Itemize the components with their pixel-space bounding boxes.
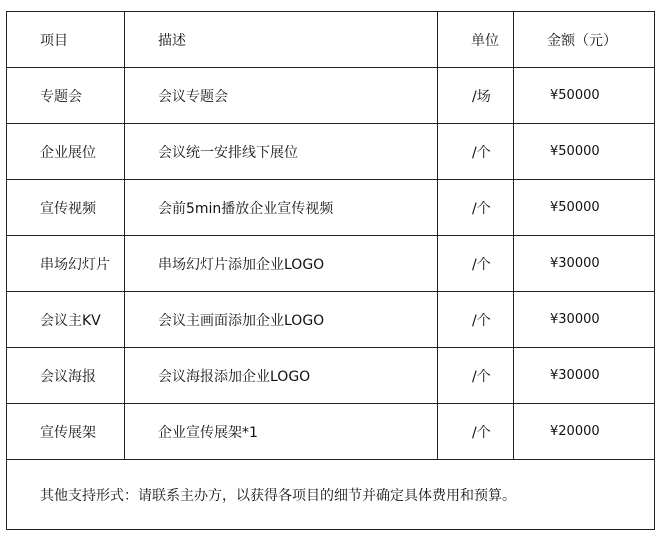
cell-description: 会议专题会 [125, 68, 438, 124]
table-row [7, 124, 655, 180]
cell-amount: ¥30000 [514, 236, 655, 292]
cell-amount: ¥30000 [514, 348, 655, 404]
cell-description: 会议主画面添加企业LOGO [125, 292, 438, 348]
table-row [7, 404, 655, 460]
cell-item: 宣传视频 [7, 180, 125, 236]
table-row [7, 292, 655, 348]
cell-item: 会议海报 [7, 348, 125, 404]
cell-description: 会议统一安排线下展位 [125, 124, 438, 180]
cell-amount: ¥50000 [514, 68, 655, 124]
cell-unit: /个 [438, 404, 514, 460]
cell-description: 企业宣传展架*1 [125, 404, 438, 460]
table-row [7, 68, 655, 124]
header-unit: 单位 [438, 12, 514, 68]
cell-unit: /场 [438, 68, 514, 124]
cell-unit: /个 [438, 236, 514, 292]
cell-amount: ¥20000 [514, 404, 655, 460]
table-body [7, 68, 655, 530]
cell-item: 专题会 [7, 68, 125, 124]
table-header [7, 12, 655, 68]
cell-unit: /个 [438, 292, 514, 348]
header-description: 描述 [125, 12, 438, 68]
footer-row [7, 460, 655, 530]
header-amount: 金额（元） [514, 12, 655, 68]
cell-item: 企业展位 [7, 124, 125, 180]
cell-unit: /个 [438, 348, 514, 404]
cell-item: 串场幻灯片 [7, 236, 125, 292]
cell-unit: /个 [438, 124, 514, 180]
header-item: 项目 [7, 12, 125, 68]
cell-amount: ¥50000 [514, 124, 655, 180]
sponsorship-price-table [6, 11, 655, 530]
cell-unit: /个 [438, 180, 514, 236]
cell-amount: ¥30000 [514, 292, 655, 348]
cell-description: 会议海报添加企业LOGO [125, 348, 438, 404]
table-row [7, 348, 655, 404]
footer-note: 其他支持形式：请联系主办方，以获得各项目的细节并确定具体费用和预算。 [7, 460, 655, 530]
cell-item: 会议主KV [7, 292, 125, 348]
cell-item: 宣传展架 [7, 404, 125, 460]
table-row [7, 180, 655, 236]
cell-description: 串场幻灯片添加企业LOGO [125, 236, 438, 292]
header-row [7, 12, 655, 68]
cell-amount: ¥50000 [514, 180, 655, 236]
cell-description: 会前5min播放企业宣传视频 [125, 180, 438, 236]
table-row [7, 236, 655, 292]
